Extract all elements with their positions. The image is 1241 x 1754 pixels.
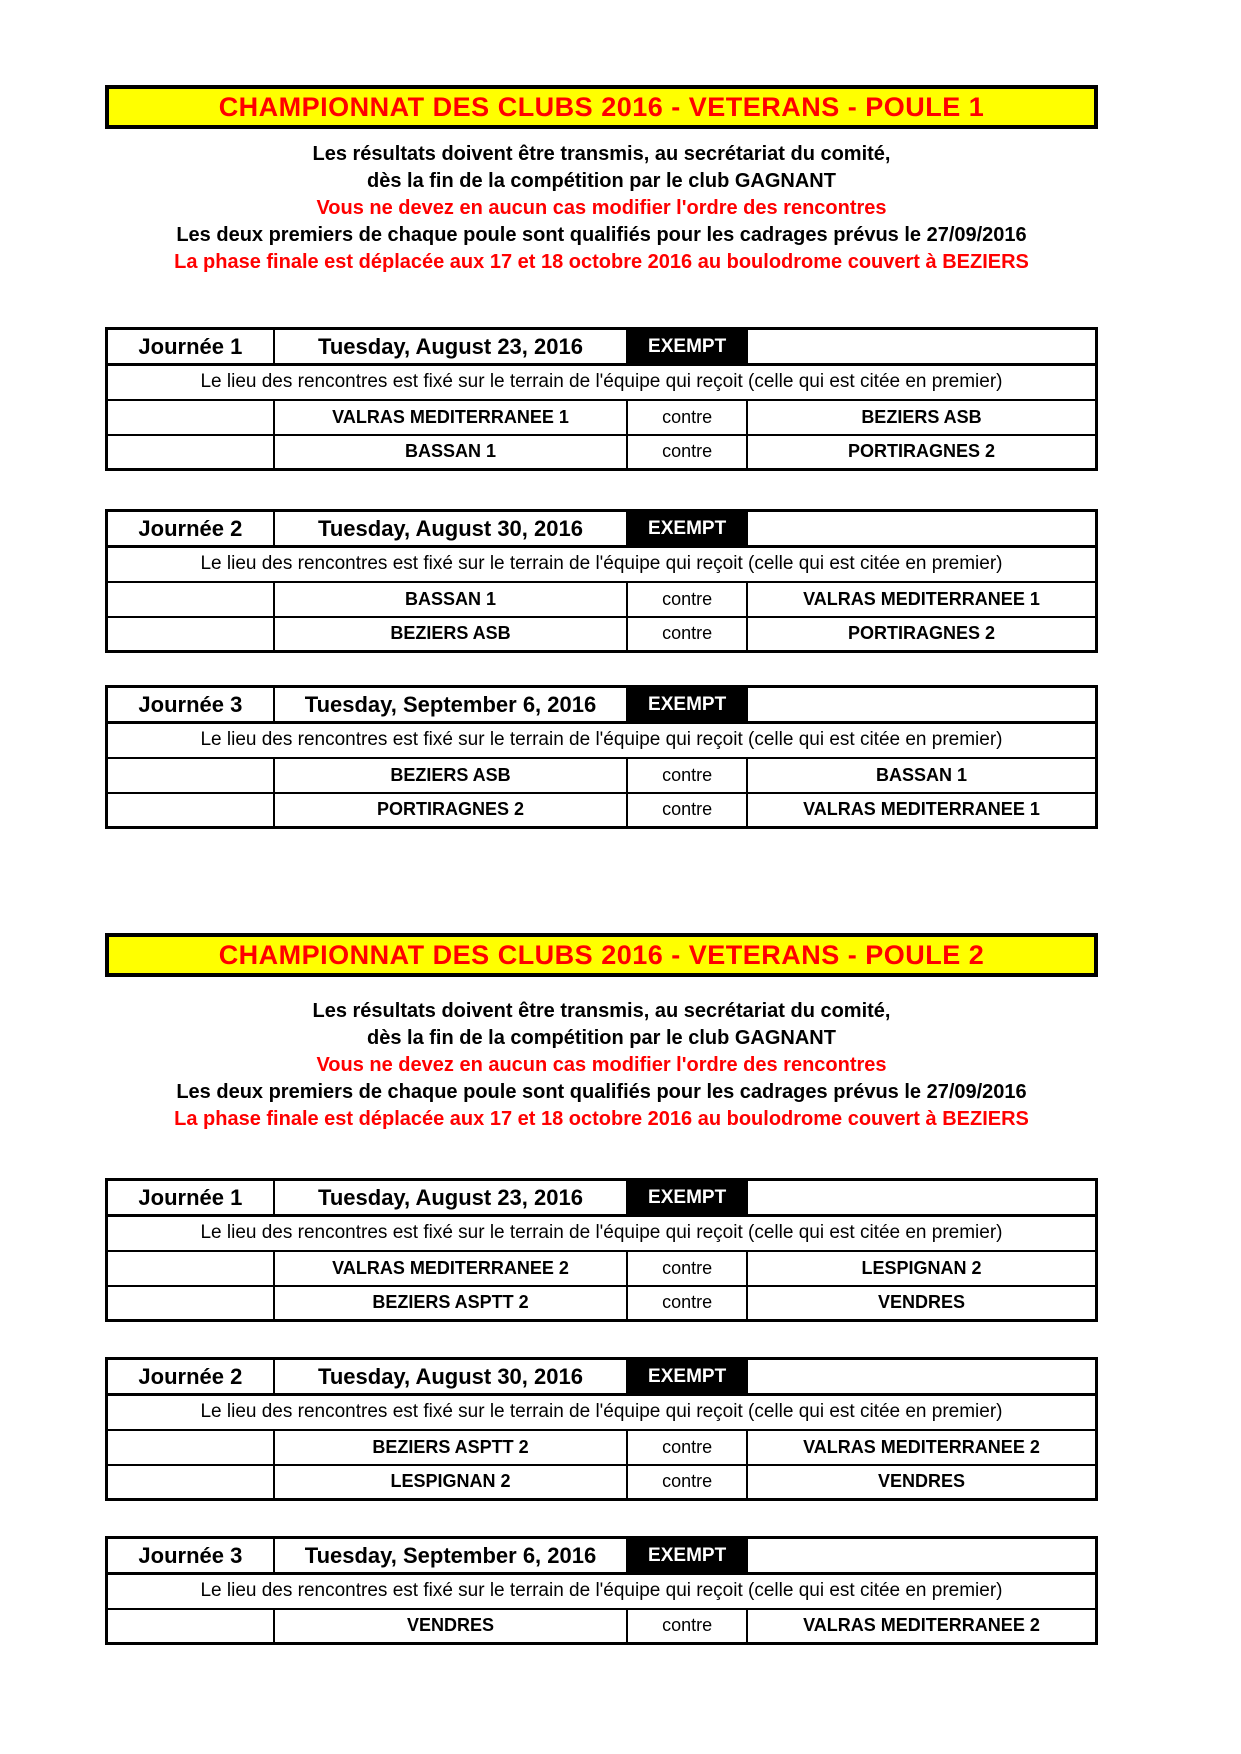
versus-label: contre xyxy=(627,1430,747,1465)
home-team: PORTIRAGNES 2 xyxy=(274,793,627,828)
empty-cell xyxy=(107,1286,274,1321)
exempt-team-cell xyxy=(747,1180,1097,1216)
versus-label: contre xyxy=(627,758,747,793)
notice-line: La phase finale est déplacée aux 17 et 18 octobre 2016 au boulodrome couvert à BEZIERS xyxy=(174,1108,1029,1130)
away-team: BEZIERS ASB xyxy=(747,400,1097,435)
match-row xyxy=(107,1465,1097,1500)
notice-line: dès la fin de la compétition par le club GAGNANT xyxy=(367,170,836,192)
notice-line: Les deux premiers de chaque poule sont qualifiés pour les cadrages prévus le 27/09/2016 xyxy=(176,1081,1027,1103)
match-row xyxy=(107,1609,1097,1644)
notice-block-poule1 xyxy=(105,141,1098,276)
venue-note: Le lieu des rencontres est fixé sur le terrain de l'équipe qui reçoit (celle qui est citée en premier) xyxy=(107,723,1097,758)
round-date: Tuesday, September 6, 2016 xyxy=(274,687,627,723)
versus-label: contre xyxy=(627,582,747,617)
match-row xyxy=(107,1430,1097,1465)
away-team: BASSAN 1 xyxy=(747,758,1097,793)
versus-label: contre xyxy=(627,435,747,470)
round-date: Tuesday, August 23, 2016 xyxy=(274,329,627,365)
empty-cell xyxy=(107,582,274,617)
versus-label: contre xyxy=(627,1465,747,1500)
round-label: Journée 1 xyxy=(107,1180,274,1216)
notice-line: Les résultats doivent être transmis, au secrétariat du comité, xyxy=(312,143,891,165)
venue-note: Le lieu des rencontres est fixé sur le terrain de l'équipe qui reçoit (celle qui est citée en premier) xyxy=(107,547,1097,582)
round-label: Journée 1 xyxy=(107,329,274,365)
versus-label: contre xyxy=(627,1251,747,1286)
round-table-poule2-journee1 xyxy=(105,1178,1098,1322)
match-row xyxy=(107,793,1097,828)
exempt-badge: EXEMPT xyxy=(627,511,747,547)
home-team: VENDRES xyxy=(274,1609,627,1644)
notice-line: La phase finale est déplacée aux 17 et 18 octobre 2016 au boulodrome couvert à BEZIERS xyxy=(174,251,1029,273)
empty-cell xyxy=(107,435,274,470)
notice-block-poule2 xyxy=(105,998,1098,1133)
empty-cell xyxy=(107,793,274,828)
round-date: Tuesday, August 30, 2016 xyxy=(274,1359,627,1395)
home-team: BEZIERS ASPTT 2 xyxy=(274,1286,627,1321)
content-column xyxy=(105,85,1098,1645)
venue-note: Le lieu des rencontres est fixé sur le terrain de l'équipe qui reçoit (celle qui est citée en premier) xyxy=(107,1395,1097,1430)
venue-note: Le lieu des rencontres est fixé sur le terrain de l'équipe qui reçoit (celle qui est citée en premier) xyxy=(107,1216,1097,1251)
empty-cell xyxy=(107,1251,274,1286)
exempt-badge: EXEMPT xyxy=(627,687,747,723)
exempt-badge: EXEMPT xyxy=(627,329,747,365)
match-row xyxy=(107,758,1097,793)
round-date: Tuesday, September 6, 2016 xyxy=(274,1538,627,1574)
round-table-poule2-journee3 xyxy=(105,1536,1098,1645)
versus-label: contre xyxy=(627,793,747,828)
empty-cell xyxy=(107,758,274,793)
home-team: BASSAN 1 xyxy=(274,582,627,617)
away-team: PORTIRAGNES 2 xyxy=(747,617,1097,652)
away-team: LESPIGNAN 2 xyxy=(747,1251,1097,1286)
notice-line: dès la fin de la compétition par le club GAGNANT xyxy=(367,1027,836,1049)
exempt-team-cell xyxy=(747,687,1097,723)
notice-line: Vous ne devez en aucun cas modifier l'ordre des rencontres xyxy=(316,197,887,219)
notice-line: Les deux premiers de chaque poule sont qualifiés pour les cadrages prévus le 27/09/2016 xyxy=(176,224,1027,246)
away-team: VALRAS MEDITERRANEE 2 xyxy=(747,1430,1097,1465)
empty-cell xyxy=(107,617,274,652)
match-row xyxy=(107,617,1097,652)
section-title-bar-poule2 xyxy=(105,933,1098,977)
round-table-poule2-journee2 xyxy=(105,1357,1098,1501)
match-row xyxy=(107,582,1097,617)
home-team: VALRAS MEDITERRANEE 2 xyxy=(274,1251,627,1286)
round-table-poule1-journee2 xyxy=(105,509,1098,653)
exempt-badge: EXEMPT xyxy=(627,1359,747,1395)
versus-label: contre xyxy=(627,400,747,435)
exempt-team-cell xyxy=(747,329,1097,365)
section-title: CHAMPIONNAT DES CLUBS 2016 - VETERANS - POULE 2 xyxy=(218,939,985,970)
match-row xyxy=(107,1286,1097,1321)
away-team: VALRAS MEDITERRANEE 2 xyxy=(747,1609,1097,1644)
notice-line: Les résultats doivent être transmis, au secrétariat du comité, xyxy=(312,1000,891,1022)
round-label: Journée 2 xyxy=(107,511,274,547)
notice-line: Vous ne devez en aucun cas modifier l'ordre des rencontres xyxy=(316,1054,887,1076)
away-team: VALRAS MEDITERRANEE 1 xyxy=(747,582,1097,617)
empty-cell xyxy=(107,1430,274,1465)
away-team: PORTIRAGNES 2 xyxy=(747,435,1097,470)
home-team: VALRAS MEDITERRANEE 1 xyxy=(274,400,627,435)
match-row xyxy=(107,400,1097,435)
exempt-team-cell xyxy=(747,1538,1097,1574)
away-team: VENDRES xyxy=(747,1286,1097,1321)
exempt-badge: EXEMPT xyxy=(627,1538,747,1574)
round-date: Tuesday, August 23, 2016 xyxy=(274,1180,627,1216)
round-table-poule1-journee1 xyxy=(105,327,1098,471)
round-date: Tuesday, August 30, 2016 xyxy=(274,511,627,547)
exempt-team-cell xyxy=(747,1359,1097,1395)
home-team: BEZIERS ASPTT 2 xyxy=(274,1430,627,1465)
section-title: CHAMPIONNAT DES CLUBS 2016 - VETERANS - POULE 1 xyxy=(218,91,985,122)
versus-label: contre xyxy=(627,1286,747,1321)
versus-label: contre xyxy=(627,617,747,652)
home-team: LESPIGNAN 2 xyxy=(274,1465,627,1500)
round-label: Journée 2 xyxy=(107,1359,274,1395)
home-team: BEZIERS ASB xyxy=(274,617,627,652)
match-row xyxy=(107,1251,1097,1286)
empty-cell xyxy=(107,1609,274,1644)
section-title-bar-poule1 xyxy=(105,85,1098,129)
versus-label: contre xyxy=(627,1609,747,1644)
exempt-badge: EXEMPT xyxy=(627,1180,747,1216)
round-label: Journée 3 xyxy=(107,687,274,723)
empty-cell xyxy=(107,400,274,435)
round-label: Journée 3 xyxy=(107,1538,274,1574)
away-team: VENDRES xyxy=(747,1465,1097,1500)
away-team: VALRAS MEDITERRANEE 1 xyxy=(747,793,1097,828)
match-row xyxy=(107,435,1097,470)
empty-cell xyxy=(107,1465,274,1500)
round-table-poule1-journee3 xyxy=(105,685,1098,829)
exempt-team-cell xyxy=(747,511,1097,547)
venue-note: Le lieu des rencontres est fixé sur le terrain de l'équipe qui reçoit (celle qui est citée en premier) xyxy=(107,365,1097,400)
venue-note: Le lieu des rencontres est fixé sur le terrain de l'équipe qui reçoit (celle qui est citée en premier) xyxy=(107,1574,1097,1609)
home-team: BEZIERS ASB xyxy=(274,758,627,793)
home-team: BASSAN 1 xyxy=(274,435,627,470)
